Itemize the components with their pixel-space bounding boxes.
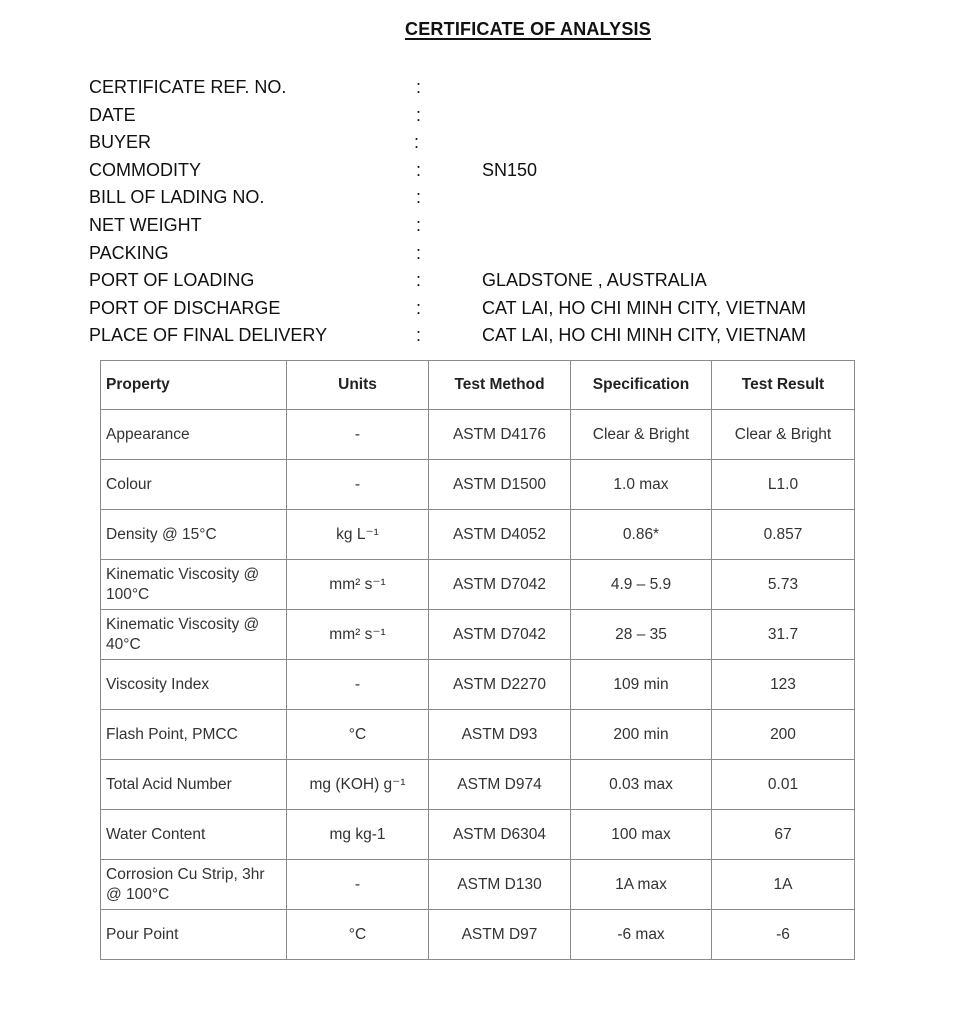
cell-units (287, 910, 429, 960)
cell-test-result (712, 810, 855, 860)
cell-specification (571, 760, 712, 810)
header-test-result: Test Result (712, 361, 855, 410)
table-row (101, 860, 855, 910)
table-row (101, 910, 855, 960)
cell-units-text: mg kg-1 (329, 825, 386, 843)
cell-property (101, 410, 287, 460)
table-row (101, 510, 855, 560)
cell-test-result (712, 660, 855, 710)
cell-property-text: Colour (106, 475, 152, 493)
cell-specification-text: 0.03 max (609, 775, 673, 793)
header-units: Units (287, 361, 429, 410)
info-colon: : (416, 242, 422, 263)
info-value: GLADSTONE , AUSTRALIA (482, 270, 707, 291)
info-colon: : (416, 159, 422, 180)
cell-units-text: kg L⁻¹ (336, 525, 379, 543)
cell-specification (571, 910, 712, 960)
table-row (101, 410, 855, 460)
info-row-date (89, 102, 889, 130)
cell-specification (571, 510, 712, 560)
info-row-port-of-discharge (89, 295, 889, 323)
table-row (101, 810, 855, 860)
cell-specification (571, 860, 712, 910)
cell-test-method (429, 910, 571, 960)
cell-test-result (712, 910, 855, 960)
cell-property (101, 460, 287, 510)
cell-specification (571, 460, 712, 510)
info-label: PORT OF DISCHARGE (89, 297, 281, 318)
cell-property (101, 560, 287, 610)
cell-units-text: mg (KOH) g⁻¹ (309, 775, 406, 793)
cell-test-result-text: 0.857 (763, 525, 803, 543)
info-row-final-delivery (89, 322, 889, 350)
cell-test-result-text: 67 (774, 825, 792, 843)
cell-test-method (429, 410, 571, 460)
cell-test-method-text: ASTM D97 (461, 925, 538, 943)
cell-test-result-text: 123 (770, 675, 796, 693)
document-title-text: CERTIFICATE OF ANALYSIS (405, 19, 651, 39)
cell-test-result (712, 710, 855, 760)
info-row-bill-of-lading (89, 184, 889, 212)
info-row-net-weight (89, 212, 889, 240)
cell-test-method-text: ASTM D7042 (452, 575, 547, 593)
cell-test-result (712, 560, 855, 610)
cell-units (287, 810, 429, 860)
info-colon: : (416, 214, 422, 235)
info-label: DATE (89, 104, 136, 125)
cell-specification-text: -6 max (617, 925, 665, 943)
cell-test-method (429, 860, 571, 910)
cell-specification-text: 0.86* (622, 525, 660, 543)
cell-property (101, 660, 287, 710)
shipment-info (89, 74, 889, 350)
cell-specification (571, 560, 712, 610)
cell-specification-text: Clear & Bright (592, 425, 690, 443)
header-test-method: Test Method (429, 361, 571, 410)
cell-property (101, 910, 287, 960)
cell-units-text: - (354, 875, 361, 893)
cell-specification (571, 660, 712, 710)
cell-test-method (429, 460, 571, 510)
cell-specification (571, 710, 712, 760)
analysis-table (100, 360, 855, 960)
header-property: Property (101, 361, 287, 410)
header-specification: Specification (571, 361, 712, 410)
cell-property-text: Kinematic Viscosity @ 100°C (106, 565, 260, 603)
cell-property-text: Appearance (106, 425, 190, 443)
cell-units-text: °C (348, 925, 367, 943)
info-label: PACKING (89, 242, 169, 263)
cell-test-result-text: 5.73 (767, 575, 799, 593)
cell-test-result (712, 610, 855, 660)
cell-test-method (429, 810, 571, 860)
info-label: CERTIFICATE REF. NO. (89, 77, 287, 97)
cell-specification-text: 109 min (613, 675, 669, 693)
info-colon: : (416, 270, 422, 291)
cell-specification-text: 100 max (611, 825, 671, 843)
cell-specification (571, 610, 712, 660)
cell-units (287, 760, 429, 810)
cell-property (101, 710, 287, 760)
info-colon: : (416, 104, 422, 125)
cell-test-method (429, 560, 571, 610)
info-row-packing (89, 240, 889, 268)
cell-test-method (429, 660, 571, 710)
cell-units-text: - (354, 675, 361, 693)
info-colon: : (416, 325, 422, 346)
cell-specification-text: 1A max (615, 875, 667, 893)
cell-test-result (712, 410, 855, 460)
cell-specification (571, 810, 712, 860)
cell-test-result-text: -6 (776, 925, 790, 943)
info-colon: : (416, 297, 422, 318)
cell-units (287, 610, 429, 660)
cell-test-result (712, 460, 855, 510)
cell-units (287, 860, 429, 910)
info-colon: : (414, 132, 420, 153)
table-row (101, 560, 855, 610)
cell-test-method (429, 610, 571, 660)
cell-units-text: °C (348, 725, 367, 743)
cell-test-result (712, 860, 855, 910)
info-row-port-of-loading (89, 267, 889, 295)
info-label: NET WEIGHT (89, 214, 202, 235)
document-title (0, 19, 968, 40)
cell-property-text: Flash Point, PMCC (106, 725, 238, 743)
info-row-certificate-ref (89, 74, 889, 102)
cell-property (101, 760, 287, 810)
cell-property (101, 610, 287, 660)
info-row-commodity (89, 157, 889, 185)
cell-units (287, 460, 429, 510)
cell-test-method-text: ASTM D130 (457, 875, 542, 893)
table-header-row (101, 361, 855, 410)
cell-specification (571, 410, 712, 460)
info-label: BUYER (89, 132, 152, 153)
cell-property (101, 510, 287, 560)
cell-test-result (712, 510, 855, 560)
table-row (101, 460, 855, 510)
cell-units-text: mm² s⁻¹ (329, 575, 386, 593)
info-colon: : (416, 77, 422, 97)
cell-units (287, 560, 429, 610)
cell-property (101, 860, 287, 910)
cell-test-method-text: ASTM D1500 (452, 475, 547, 493)
table-row (101, 660, 855, 710)
cell-test-method-text: ASTM D974 (457, 775, 542, 793)
info-label: COMMODITY (89, 159, 201, 180)
info-row-buyer (89, 129, 889, 157)
cell-units (287, 510, 429, 560)
table-row (101, 760, 855, 810)
cell-units (287, 660, 429, 710)
cell-test-method (429, 760, 571, 810)
cell-specification-text: 1.0 max (613, 475, 669, 493)
cell-test-result (712, 760, 855, 810)
cell-test-method-text: ASTM D6304 (452, 825, 547, 843)
cell-test-method (429, 710, 571, 760)
info-label: PLACE OF FINAL DELIVERY (89, 325, 328, 346)
cell-test-result-text: 1A (773, 875, 793, 893)
cell-property-text: Water Content (106, 825, 206, 843)
cell-test-method-text: ASTM D4176 (452, 425, 547, 443)
cell-property-text: Kinematic Viscosity @ 40°C (106, 615, 260, 653)
cell-test-method-text: ASTM D93 (461, 725, 538, 743)
cell-units-text: mm² s⁻¹ (329, 625, 386, 643)
table-row (101, 610, 855, 660)
info-colon: : (416, 187, 422, 208)
cell-test-method-text: ASTM D2270 (452, 675, 547, 693)
cell-property-text: Corrosion Cu Strip, 3hr @ 100°C (106, 865, 265, 903)
info-label: PORT OF LOADING (89, 270, 255, 291)
cell-test-result-text: 200 (770, 725, 796, 743)
cell-property-text: Viscosity Index (106, 675, 210, 693)
cell-units-text: - (354, 425, 361, 443)
info-label: BILL OF LADING NO. (89, 187, 265, 208)
cell-specification-text: 28 – 35 (615, 625, 667, 643)
info-value: SN150 (482, 159, 538, 180)
cell-specification-text: 200 min (613, 725, 669, 743)
cell-property-text: Pour Point (106, 925, 179, 943)
cell-specification-text: 4.9 – 5.9 (610, 575, 672, 593)
cell-property-text: Density @ 15°C (106, 525, 217, 543)
cell-test-method (429, 510, 571, 560)
table-row (101, 710, 855, 760)
cell-test-method-text: ASTM D7042 (452, 625, 547, 643)
cell-test-method-text: ASTM D4052 (452, 525, 547, 543)
cell-test-result-text: 0.01 (767, 775, 799, 793)
cell-property (101, 810, 287, 860)
cell-units (287, 710, 429, 760)
cell-units-text: - (354, 475, 361, 493)
cell-units (287, 410, 429, 460)
cell-test-result-text: Clear & Bright (734, 425, 832, 443)
cell-property-text: Total Acid Number (106, 775, 232, 793)
info-value: CAT LAI, HO CHI MINH CITY, VIETNAM (482, 325, 807, 346)
info-value: CAT LAI, HO CHI MINH CITY, VIETNAM (482, 297, 807, 318)
cell-test-result-text: 31.7 (767, 625, 799, 643)
cell-test-result-text: L1.0 (767, 475, 799, 493)
